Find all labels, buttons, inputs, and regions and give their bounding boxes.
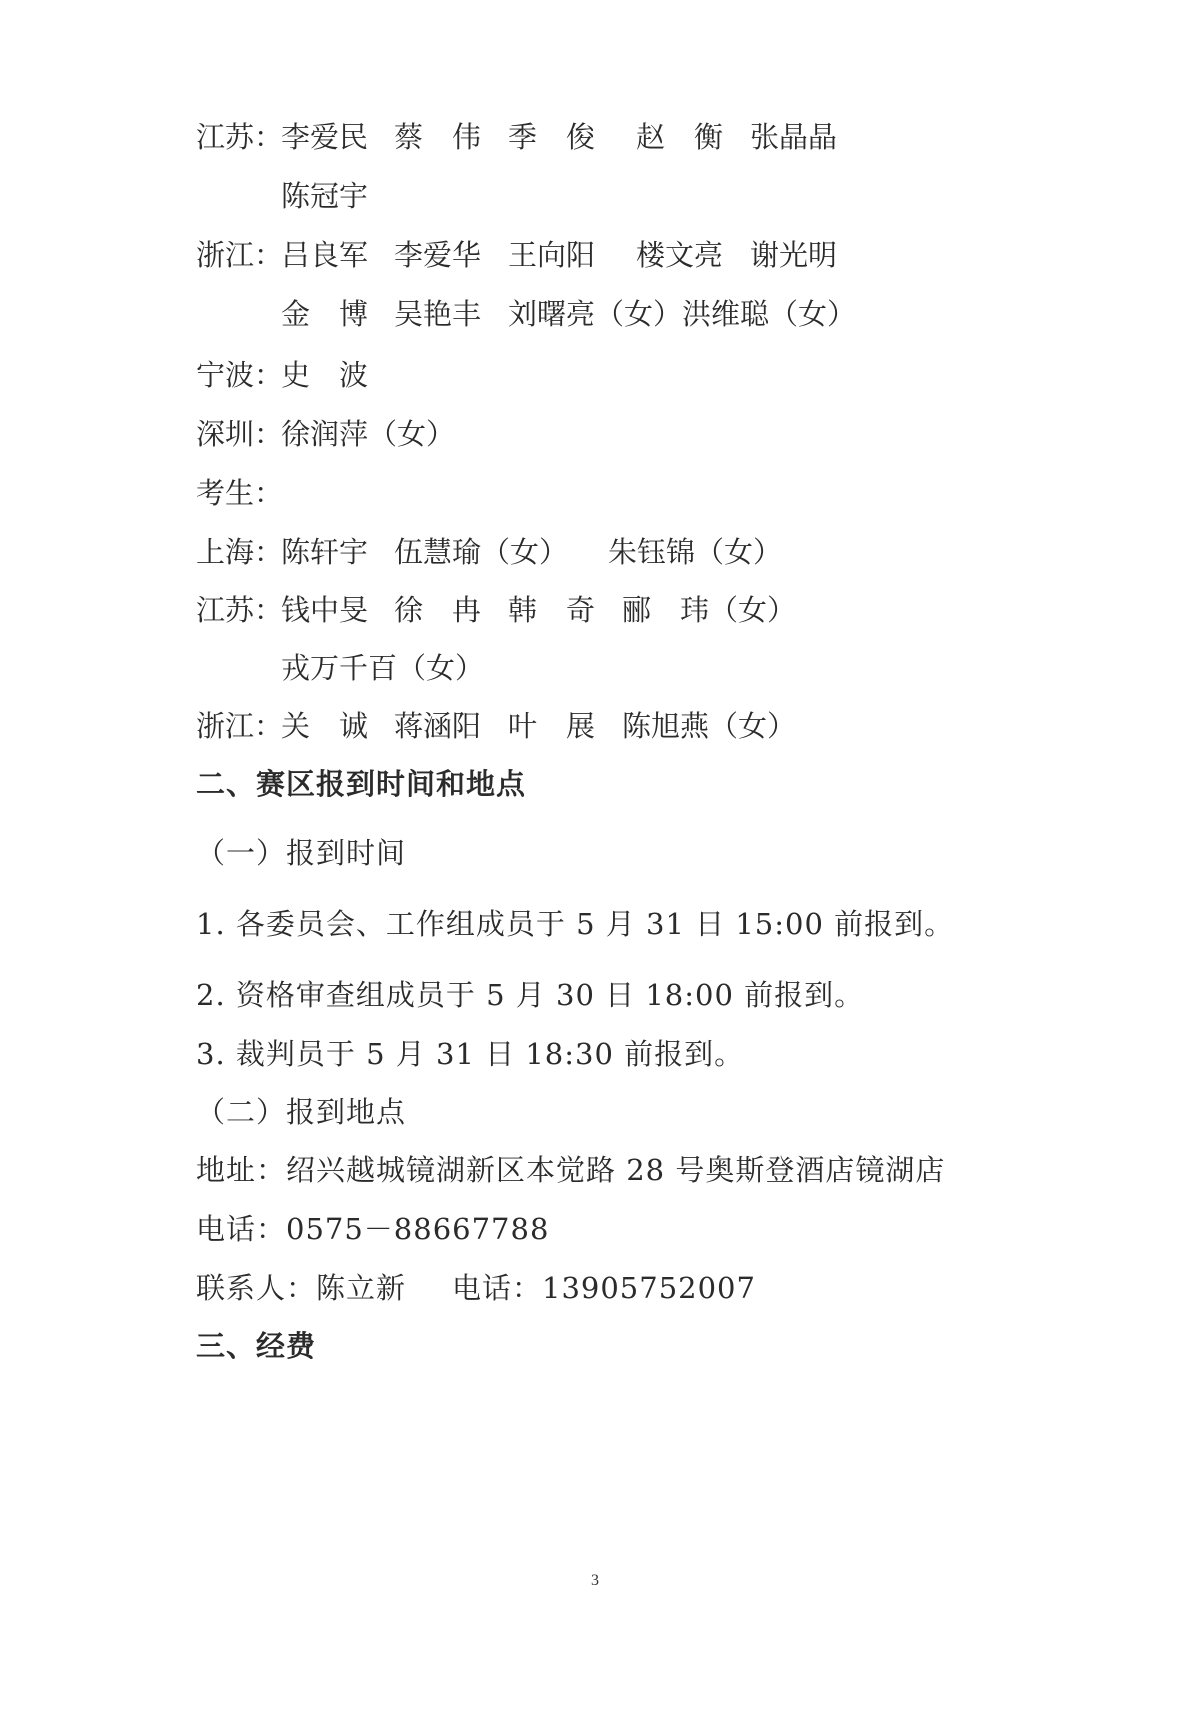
name-item: 吴艳丰 — [394, 297, 482, 331]
list-item: 3. 裁判员于 5 月 31 日 18:30 前报到。 — [196, 1037, 745, 1071]
name-item: 陈旭燕（女） — [622, 709, 797, 743]
name-item: 蔡 伟 — [394, 120, 482, 154]
region-label-shanghai: 上海： — [196, 535, 284, 569]
name-item: 季 俊 — [508, 120, 596, 154]
region-label-zhejiang-judges: 浙江： — [196, 238, 284, 272]
name-item: 李爱民 — [281, 120, 369, 154]
name-item: 史 波 — [281, 358, 369, 392]
name-item: 陈轩宇 — [281, 535, 369, 569]
name-item: 谢光明 — [750, 238, 838, 272]
name-item: 楼文亮 — [636, 238, 724, 272]
name-item: 陈冠宇 — [281, 179, 369, 213]
name-item: 关 诚 — [281, 709, 369, 743]
name-item: 张晶晶 — [750, 120, 838, 154]
name-item: 郦 玮（女） — [622, 593, 797, 627]
name-item: 徐润萍（女） — [281, 417, 456, 451]
examinees-label: 考生： — [196, 476, 284, 510]
name-item: 吕良军 — [281, 238, 369, 272]
name-item: 钱中旻 — [281, 593, 369, 627]
name-item: 韩 奇 — [508, 593, 596, 627]
contact-phone: 电话：13905752007 — [452, 1271, 756, 1305]
name-item: 蒋涵阳 — [394, 709, 482, 743]
name-item: 王向阳 — [508, 238, 596, 272]
name-item: 伍慧瑜（女） — [394, 535, 569, 569]
region-label-shenzhen: 深圳： — [196, 417, 284, 451]
name-item: 叶 展 — [508, 709, 596, 743]
section-title: 三、经费 — [196, 1329, 317, 1363]
contact-person: 联系人：陈立新 — [196, 1271, 407, 1305]
region-label-ningbo: 宁波： — [196, 358, 284, 392]
page-number: 3 — [591, 1572, 599, 1589]
name-item: 李爱华 — [394, 238, 482, 272]
region-label-jiangsu-judges: 江苏： — [196, 120, 284, 154]
name-item: 徐 冉 — [394, 593, 482, 627]
name-item: 金 博 — [281, 297, 369, 331]
name-item: 朱钰锦（女） — [608, 535, 783, 569]
name-item: 刘曙亮（女）洪维聪（女） — [508, 297, 857, 331]
section-title: 二、赛区报到时间和地点 — [196, 767, 527, 801]
list-item: 2. 资格审查组成员于 5 月 30 日 18:00 前报到。 — [196, 978, 865, 1012]
subsection-title: （二）报到地点 — [196, 1095, 407, 1129]
name-item: 赵 衡 — [636, 120, 724, 154]
region-label-jiangsu-examinees: 江苏： — [196, 593, 284, 627]
list-item: 1. 各委员会、工作组成员于 5 月 31 日 15:00 前报到。 — [196, 907, 955, 941]
phone-line: 电话：0575－88667788 — [196, 1212, 550, 1246]
name-item: 戎万千百（女） — [281, 651, 485, 685]
subsection-title: （一）报到时间 — [196, 836, 407, 870]
address-line: 地址：绍兴越城镜湖新区本觉路 28 号奥斯登酒店镜湖店 — [196, 1153, 946, 1187]
region-label-zhejiang-examinees: 浙江： — [196, 709, 284, 743]
